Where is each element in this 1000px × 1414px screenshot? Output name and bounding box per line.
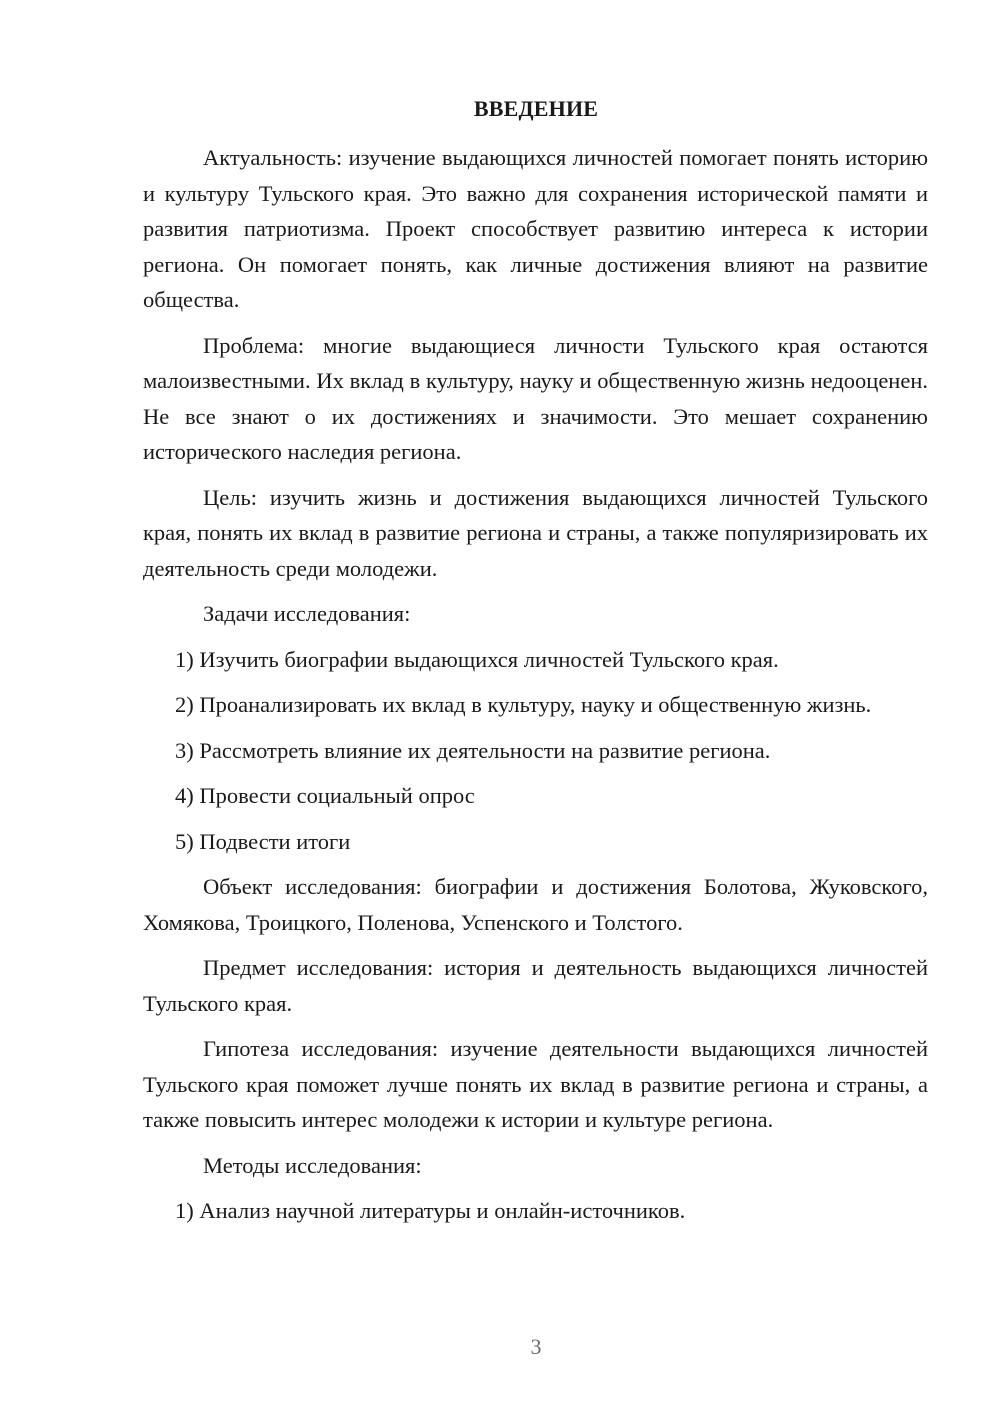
task-item-2: 2) Проанализировать их вклад в культуру, науку и общественную жизнь. (175, 692, 872, 717)
object-paragraph: Объект исследования: биографии и достижения Болотова, Жуковского, Хомякова, Троицкого, Поленова, Успенского и Толстого. (143, 874, 928, 935)
task-item-1: 1) Изучить биографии выдающихся личностей Тульского края. (175, 646, 779, 672)
task-item-3: 3) Рассмотреть влияние их деятельности на развитие региона. (175, 737, 771, 763)
task-item-5: 5) Подвести итоги (175, 828, 351, 854)
relevance-paragraph: Актуальность: изучение выдающихся личностей помогает понять историю и культуру Тульского края. Это важно для сохранения исторической памяти и развития патриотизма. Проект способствует развитию интереса к истории региона. Он помогает понять, как личные достижения влияют на развитие общества. (143, 145, 928, 312)
page-title: ВВЕДЕНИЕ (473, 96, 599, 121)
task-item-4: 4) Провести социальный опрос (175, 783, 475, 808)
page-number: 3 (530, 1334, 542, 1359)
tasks-list (143, 642, 928, 860)
methods-heading: Методы исследования: (203, 1152, 422, 1178)
hypothesis-paragraph: Гипотеза исследования: изучение деятельности выдающихся личностей Тульского края поможет лучше понять их вклад в развитие региона и страны, а также повысить интерес молодежи к истории и культуре региона. (143, 1036, 928, 1132)
methods-list (143, 1193, 928, 1229)
subject-paragraph: Предмет исследования: история и деятельность выдающихся личностей Тульского края. (143, 955, 928, 1016)
method-item-1: 1) Анализ научной литературы и онлайн-источников. (175, 1198, 686, 1223)
tasks-heading: Задачи исследования: (203, 601, 411, 626)
goal-paragraph: Цель: изучить жизнь и достижения выдающихся личностей Тульского края, понять их вклад в развитие региона и страны, а также популяризировать их деятельность среди молодежи. (143, 484, 928, 581)
page-title-wrapper (72, 96, 1000, 122)
problem-paragraph: Проблема: многие выдающиеся личности Тульского края остаются малоизвестными. Их вклад в культуру, науку и общественную жизнь недооценен. Не все знают о их достижениях и значимости. Это мешает сохранению исторического наследия региона. (143, 332, 928, 464)
document-body (143, 140, 928, 1239)
